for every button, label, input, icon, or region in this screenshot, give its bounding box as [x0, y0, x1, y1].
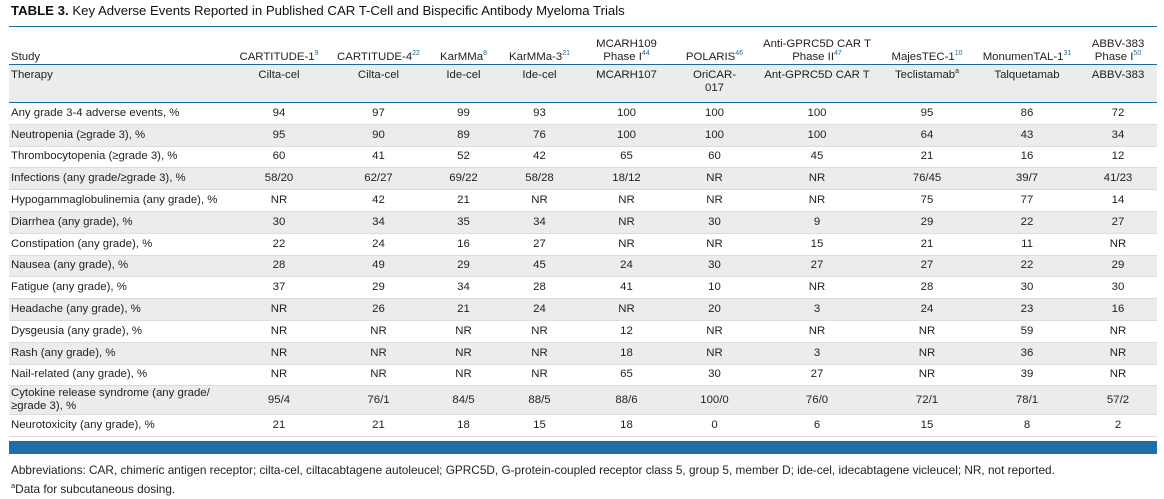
therapy-cell [228, 65, 330, 103]
row-label: Rash (any grade), % [9, 342, 228, 364]
table-cell: 15 [500, 415, 579, 437]
table-bottom-bar [9, 441, 1157, 454]
footnote-abbreviations: Abbreviations: CAR, chimeric antigen receptor; cilta-cel, ciltacabtagene autoleucel; GPRC5D, G-protein-coupled receptor class 5, group 5, member D; ide-cel, idecabtagene vicleucel; NR, not reported. [11, 463, 1055, 477]
table-cell: NR [427, 342, 500, 364]
table-cell: NR [427, 364, 500, 386]
table-cell: 3 [755, 342, 879, 364]
table-cell: 0 [674, 415, 755, 437]
table-row [9, 168, 1157, 190]
column-header-7 [755, 30, 879, 65]
table-cell: 18 [427, 415, 500, 437]
column-header-ref: 46 [735, 49, 744, 57]
header-row [9, 30, 1157, 65]
table-cell: 10 [674, 277, 755, 299]
column-header-label: POLARIS [685, 50, 736, 63]
table-cell: 39/7 [975, 168, 1079, 190]
table-cell: 36 [975, 342, 1079, 364]
table-cell: 58/20 [228, 168, 330, 190]
therapy-cell [427, 65, 500, 103]
table-cell: NR [755, 168, 879, 190]
table-cell: 100/0 [674, 386, 755, 415]
therapy-footnote-marker: a [955, 68, 960, 76]
therapy-cell [975, 65, 1079, 103]
table-row [9, 415, 1157, 437]
table-cell: NR [500, 320, 579, 342]
row-label: Nail-related (any grade), % [9, 364, 228, 386]
table-cell: 11 [975, 233, 1079, 255]
table-cell: NR [1079, 364, 1157, 386]
column-header-label: MCARH109 Phase I [596, 38, 657, 63]
table-cell: 28 [879, 277, 975, 299]
table-cell: NR [674, 320, 755, 342]
table-cell: 97 [330, 103, 427, 125]
table-cell: 78/1 [975, 386, 1079, 415]
table-row [9, 364, 1157, 386]
table-cell: 65 [579, 364, 674, 386]
table-cell: 30 [1079, 277, 1157, 299]
therapy-cell [755, 65, 879, 103]
therapy-cell [674, 65, 755, 103]
table-row [9, 233, 1157, 255]
table-cell: NR [228, 342, 330, 364]
table-cell: 100 [755, 124, 879, 146]
table-cell: 24 [879, 299, 975, 321]
table-cell: 14 [1079, 190, 1157, 212]
table-cell: 21 [427, 190, 500, 212]
column-header-1 [228, 30, 330, 65]
row-label: Nausea (any grade), % [9, 255, 228, 277]
table-cell: NR [579, 233, 674, 255]
table-cell: 72 [1079, 103, 1157, 125]
table-cell: NR [579, 190, 674, 212]
therapy-text: Ant-GPRC5D CAR T [764, 69, 870, 81]
row-label: Any grade 3-4 adverse events, % [9, 103, 228, 125]
table-cell: 88/5 [500, 386, 579, 415]
table-cell: 3 [755, 299, 879, 321]
therapy-cell [879, 65, 975, 103]
row-label: Neutropenia (≥grade 3), % [9, 124, 228, 146]
table-cell: 34 [330, 211, 427, 233]
table-cell: 100 [755, 103, 879, 125]
table-cell: 30 [674, 364, 755, 386]
column-header-ref: 21 [562, 49, 570, 57]
therapy-text: MCARH107 [596, 69, 657, 81]
column-header-8 [879, 30, 975, 65]
table-cell: 22 [228, 233, 330, 255]
table-cell: 24 [500, 299, 579, 321]
table-cell: 49 [330, 255, 427, 277]
table-cell: 23 [975, 299, 1079, 321]
table-cell: NR [500, 190, 579, 212]
table-cell: 42 [500, 146, 579, 168]
table-cell: 30 [674, 211, 755, 233]
table-cell: 60 [674, 146, 755, 168]
table-cell: NR [674, 233, 755, 255]
adverse-events-table [9, 30, 1157, 437]
therapy-cell [500, 65, 579, 103]
table-cell: 41/23 [1079, 168, 1157, 190]
column-header-6 [674, 30, 755, 65]
table-cell: 16 [427, 233, 500, 255]
column-header-3 [427, 30, 500, 65]
table-cell: 18 [579, 415, 674, 437]
table-row [9, 277, 1157, 299]
table-cell: 27 [879, 255, 975, 277]
table-cell: 30 [228, 211, 330, 233]
table-cell: 26 [330, 299, 427, 321]
table-cell: 22 [975, 255, 1079, 277]
row-label: Cytokine release syndrome (any grade/ ≥grade 3), % [9, 386, 228, 415]
table-row [9, 124, 1157, 146]
table-cell: 76/45 [879, 168, 975, 190]
row-label: Dysgeusia (any grade), % [9, 320, 228, 342]
therapy-text: Ide-cel [446, 69, 481, 81]
table-cell: 29 [1079, 255, 1157, 277]
table-cell: 43 [975, 124, 1079, 146]
table-cell: 34 [1079, 124, 1157, 146]
therapy-text: Teclistamab [894, 69, 956, 81]
therapy-text: Talquetamab [994, 69, 1060, 81]
table-cell: 30 [975, 277, 1079, 299]
table-cell: 86 [975, 103, 1079, 125]
table-cell: 90 [330, 124, 427, 146]
column-header-10 [1079, 30, 1157, 65]
table-cell: NR [330, 364, 427, 386]
therapy-text: Ide-cel [522, 69, 557, 81]
table-cell: NR [674, 168, 755, 190]
table-cell: NR [879, 320, 975, 342]
table-cell: NR [879, 364, 975, 386]
footnote-subcutaneous [11, 482, 175, 496]
row-label: Fatigue (any grade), % [9, 277, 228, 299]
table-cell: 15 [755, 233, 879, 255]
table-cell: 18/12 [579, 168, 674, 190]
table-row [9, 146, 1157, 168]
table-cell: 8 [975, 415, 1079, 437]
table-cell: 75 [879, 190, 975, 212]
table-row [9, 299, 1157, 321]
table-cell: 21 [879, 233, 975, 255]
table-cell: NR [879, 342, 975, 364]
row-label: Thrombocytopenia (≥grade 3), % [9, 146, 228, 168]
row-label: Diarrhea (any grade), % [9, 211, 228, 233]
table-body [9, 65, 1157, 437]
column-header-ref: 22 [412, 49, 420, 57]
table-cell: NR [330, 320, 427, 342]
column-header-ref: 9 [314, 49, 319, 57]
table-cell: NR [427, 320, 500, 342]
column-header-label: Anti-GPRC5D CAR T Phase II [762, 38, 872, 63]
column-header-label: MajesTEC-1 [891, 50, 955, 63]
therapy-cell [579, 65, 674, 103]
table-cell: 27 [755, 364, 879, 386]
table-cell: NR [228, 190, 330, 212]
therapy-text: Cilta-cel [258, 69, 300, 81]
table-cell: 41 [330, 146, 427, 168]
table-cell: 2 [1079, 415, 1157, 437]
table-cell: 94 [228, 103, 330, 125]
therapy-text: Cilta-cel [357, 69, 400, 81]
table-cell: 18 [579, 342, 674, 364]
table-cell: 24 [330, 233, 427, 255]
table-cell: 21 [879, 146, 975, 168]
table-cell: 65 [579, 146, 674, 168]
column-header-5 [579, 30, 674, 65]
table-cell: 27 [755, 255, 879, 277]
row-label: Hypogammaglobulinemia (any grade), % [9, 190, 228, 212]
table-cell: 95/4 [228, 386, 330, 415]
table-cell: 95 [879, 103, 975, 125]
table-cell: 52 [427, 146, 500, 168]
table-cell: 64 [879, 124, 975, 146]
table-cell: 58/28 [500, 168, 579, 190]
table-cell: NR [674, 342, 755, 364]
column-header-ref: 44 [641, 49, 650, 57]
table-cell: NR [755, 320, 879, 342]
column-header-ref: 50 [1133, 49, 1142, 57]
table-cell: 12 [1079, 146, 1157, 168]
column-header-label: CARTITUDE-1 [239, 50, 315, 63]
table-cell: 60 [228, 146, 330, 168]
table-cell: 24 [579, 255, 674, 277]
therapy-text: Therapy [11, 69, 53, 81]
therapy-cell [330, 65, 427, 103]
table-cell: NR [500, 364, 579, 386]
table-cell: 76/1 [330, 386, 427, 415]
table-title [11, 3, 625, 19]
table-cell: 59 [975, 320, 1079, 342]
table-cell: 21 [228, 415, 330, 437]
table-cell: NR [500, 342, 579, 364]
row-label: Constipation (any grade), % [9, 233, 228, 255]
table-row [9, 255, 1157, 277]
footnote-marker: a [11, 481, 16, 491]
column-header-0 [9, 30, 228, 65]
table-cell: 76/0 [755, 386, 879, 415]
table-cell: 62/27 [330, 168, 427, 190]
table-cell: 88/6 [579, 386, 674, 415]
column-header-ref: 31 [1063, 49, 1072, 57]
table-cell: NR [755, 277, 879, 299]
column-header-ref: 10 [954, 49, 963, 57]
column-header-label: ABBV-383 Phase I [1091, 38, 1145, 63]
table-cell: 100 [674, 103, 755, 125]
table-cell: 29 [330, 277, 427, 299]
therapy-text: OriCAR-017 [692, 69, 737, 94]
table-row [9, 211, 1157, 233]
table-cell: 12 [579, 320, 674, 342]
table-cell: 21 [330, 415, 427, 437]
therapy-cell [1079, 65, 1157, 103]
top-rule [9, 26, 1157, 27]
table-cell: 22 [975, 211, 1079, 233]
table-cell: NR [1079, 342, 1157, 364]
column-header-label: CARTITUDE-4 [337, 50, 413, 63]
table-cell: 29 [427, 255, 500, 277]
column-header-2 [330, 30, 427, 65]
table-cell: 27 [1079, 211, 1157, 233]
table-cell: NR [674, 190, 755, 212]
table-cell: NR [579, 211, 674, 233]
table-cell: 42 [330, 190, 427, 212]
table-cell: 34 [500, 211, 579, 233]
table-cell: 29 [879, 211, 975, 233]
table-cell: NR [330, 342, 427, 364]
table-cell: 100 [579, 103, 674, 125]
table-cell: NR [228, 299, 330, 321]
row-label: Infections (any grade/≥grade 3), % [9, 168, 228, 190]
table-cell: 99 [427, 103, 500, 125]
table-cell: 21 [427, 299, 500, 321]
table-cell: 6 [755, 415, 879, 437]
column-header-ref: 47 [834, 49, 842, 57]
table-cell: 9 [755, 211, 879, 233]
column-header-label: MonumenTAL-1 [982, 50, 1064, 63]
therapy-text: ABBV-383 [1091, 69, 1145, 81]
table-cell: 72/1 [879, 386, 975, 415]
table-row [9, 190, 1157, 212]
table-label: TABLE 3. [11, 3, 69, 18]
therapy-label [9, 65, 228, 103]
table-cell: 30 [674, 255, 755, 277]
table-row [9, 103, 1157, 125]
table-title-text: Key Adverse Events Reported in Published CAR T-Cell and Bispecific Antibody Myeloma Trials [72, 3, 625, 18]
therapy-row [9, 65, 1157, 103]
table-cell: NR [228, 320, 330, 342]
table-cell: 76 [500, 124, 579, 146]
table-cell: 20 [674, 299, 755, 321]
table-cell: 41 [579, 277, 674, 299]
table-cell: 15 [879, 415, 975, 437]
table-cell: 93 [500, 103, 579, 125]
table-cell: NR [755, 190, 879, 212]
table-cell: 77 [975, 190, 1079, 212]
table-cell: 89 [427, 124, 500, 146]
table-cell: NR [1079, 233, 1157, 255]
table-cell: NR [579, 299, 674, 321]
table-cell: 39 [975, 364, 1079, 386]
table-cell: 34 [427, 277, 500, 299]
column-header-label: Study [11, 50, 41, 63]
table-cell: 57/2 [1079, 386, 1157, 415]
table-cell: 45 [755, 146, 879, 168]
table-cell: 35 [427, 211, 500, 233]
table-row [9, 342, 1157, 364]
table-cell: 16 [1079, 299, 1157, 321]
table-cell: 100 [579, 124, 674, 146]
table-cell: NR [1079, 320, 1157, 342]
table-cell: 100 [674, 124, 755, 146]
table-cell: 95 [228, 124, 330, 146]
table-cell: NR [228, 364, 330, 386]
column-header-label: KarMMa [440, 50, 484, 63]
column-header-4 [500, 30, 579, 65]
row-label: Headache (any grade), % [9, 299, 228, 321]
table-cell: 28 [228, 255, 330, 277]
table-cell: 37 [228, 277, 330, 299]
column-header-9 [975, 30, 1079, 65]
table-cell: 84/5 [427, 386, 500, 415]
footnote-note: Data for subcutaneous dosing. [15, 482, 176, 496]
table-row [9, 386, 1157, 415]
table-cell: 16 [975, 146, 1079, 168]
table-cell: 69/22 [427, 168, 500, 190]
column-header-label: KarMMa-3 [509, 50, 563, 63]
table-cell: 27 [500, 233, 579, 255]
column-header-ref: 8 [483, 49, 487, 57]
table-cell: 28 [500, 277, 579, 299]
row-label: Neurotoxicity (any grade), % [9, 415, 228, 437]
table-row [9, 320, 1157, 342]
table-cell: 45 [500, 255, 579, 277]
